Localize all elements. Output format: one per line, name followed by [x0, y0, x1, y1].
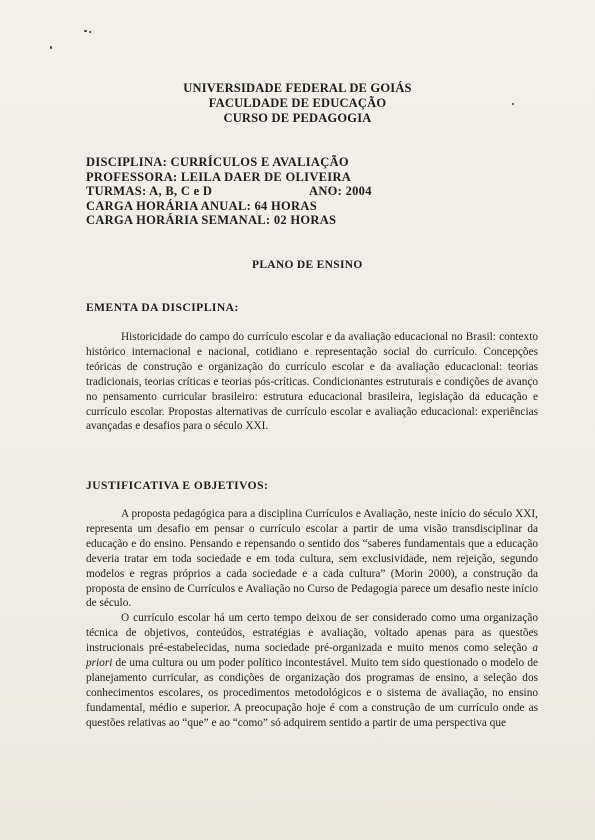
discipline-line: DISCIPLINA: CURRÍCULOS E AVALIAÇÃO [86, 155, 349, 169]
justificativa-paragraph-2 [86, 611, 538, 730]
annual-hours-line: CARGA HORÁRIA ANUAL: 64 HORAS [86, 199, 317, 213]
justificativa-paragraph-1: A proposta pedagógica para a disciplina Currículos e Avaliação, neste início do século XXI, representa um desafio em pensar o currículo escolar a partir de uma visão transdisciplinar da educação e do ensino. Pensando e repensando o sentido dos “saberes fundamentais que a educação deveria tratar em toda sociedade e em toda cultura, sem exclusividade, nem rejeição, segundo modelos e regras próprios a cada sociedade e a cada cultura” (Morin 2000), a construção da proposta de ensino de Currículos e Avaliação no Curso de Pedagogia parece um desafio neste início de século. [86, 508, 538, 610]
scan-speck [89, 31, 91, 33]
institution-name: UNIVERSIDADE FEDERAL DE GOIÁS [183, 81, 412, 95]
justificativa-body [86, 507, 538, 731]
course-name: CURSO DE PEDAGOGIA [223, 111, 372, 125]
p2-text-after: de uma cultura ou um poder político incontestável. Muito tem sido questionado o modelo de planejamento curricular, as condições de organização dos programas de ensino, a seleção dos conhecimentos escolares, os procedimentos metodológicos e o sistema de avaliação, no ensino fundamental, médio e superior. A preocupação hoje é com a construção de um currículo onde as questões relativas ao “que” e ao “como” só adquirem sentido a partir de uma perspectiva que [86, 657, 538, 729]
plan-title: PLANO DE ENSINO [252, 259, 363, 271]
weekly-hours-line: CARGA HORÁRIA SEMANAL: 02 HORAS [86, 213, 337, 227]
professor-line: PROFESSORA: LEILA DAER DE OLIVEIRA [86, 170, 352, 184]
ementa-paragraph [86, 330, 538, 434]
p2-text-before: O currículo escolar há um certo tempo deixou de ser considerado como uma organização técnica de objetivos, conteúdos, estratégias e avaliação, voltado apenas para as questões instrucionais pré-estabelecidas, numa sociedade pré-organizada e muito menos como seleção [86, 612, 538, 655]
scan-speck [84, 30, 87, 32]
scan-speck [50, 46, 52, 49]
faculty-name: FACULDADE DE EDUCAÇÃO [208, 96, 387, 110]
year-text: ANO: 2004 [309, 184, 372, 198]
ementa-heading: EMENTA DA DISCIPLINA: [86, 302, 239, 314]
p2-italic-term: a priori [86, 642, 538, 670]
classes-text: TURMAS: A, B, C e D [86, 184, 213, 198]
justificativa-heading: JUSTIFICATIVA E OBJETIVOS: [86, 480, 269, 492]
classes-year-line [86, 184, 372, 199]
ementa-text: Historicidade do campo do currículo escolar e da avaliação educacional no Brasil: contexto histórico internacional e nacional, cotidiano e representação social do currículo. Concepções teóricas de construção e organização do currículo escolar e da avaliação educacional: teorias tradicionais, teorias críticas e teorias pós-críticas. Condicionantes estruturais e condições de avanço no pensamento curricular brasileiro: estrutura educacional brasileira, legislação da educação e currículo escolar. Propostas alternativas de currículo escolar e avaliação educacional: experiências avançadas e desafios para o século XXI. [86, 331, 538, 433]
